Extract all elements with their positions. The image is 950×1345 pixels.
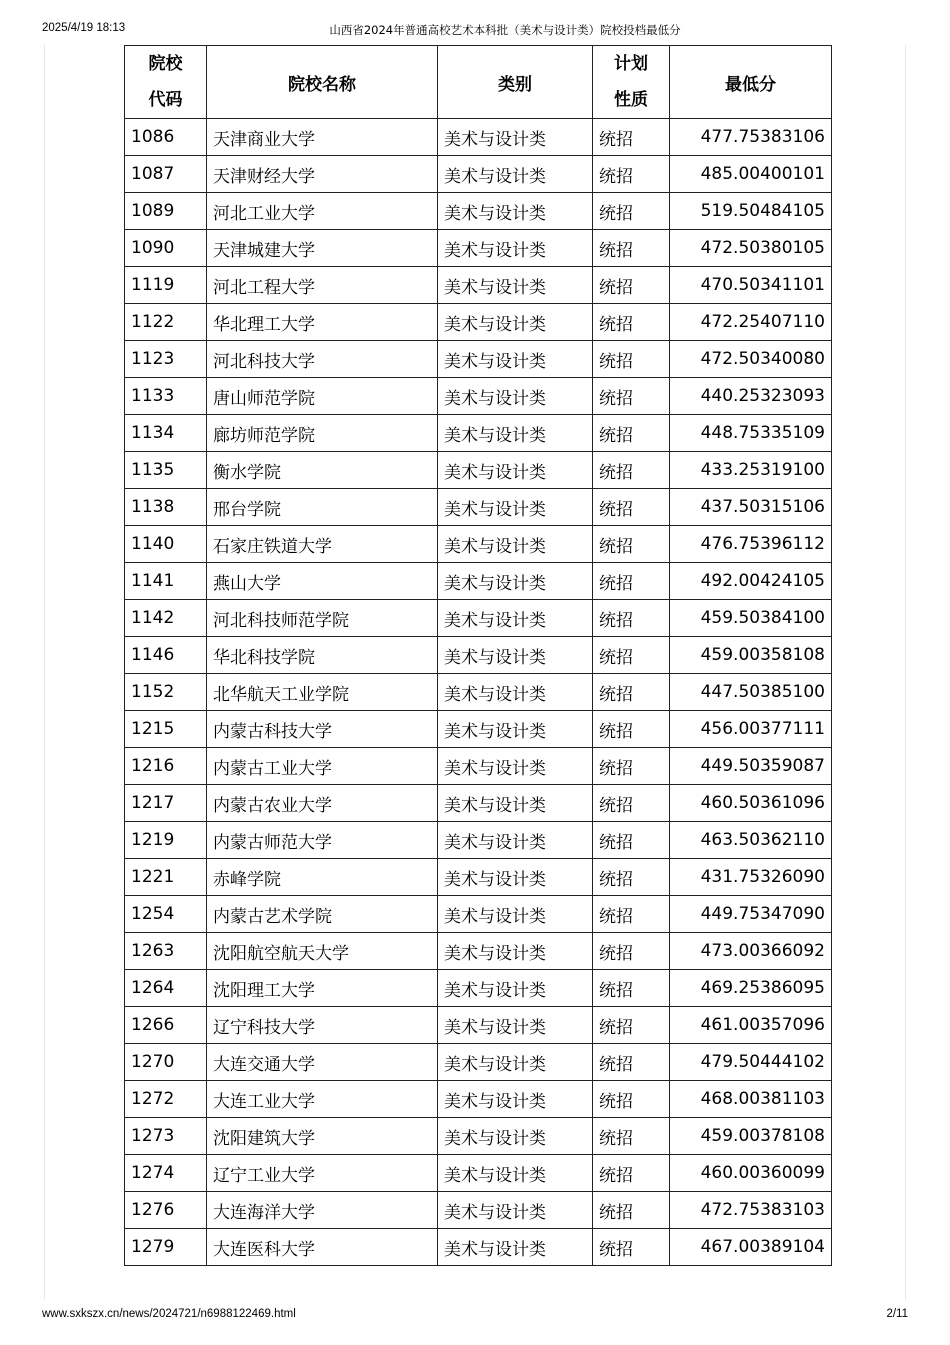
table-row <box>125 1007 832 1044</box>
table-row <box>125 822 832 859</box>
cell-category: 美术与设计类 <box>438 378 593 415</box>
cell-school-name: 天津财经大学 <box>207 156 438 193</box>
table-row <box>125 415 832 452</box>
column-header-code-line1: 院校 <box>148 54 183 74</box>
cell-code: 1123 <box>125 341 207 378</box>
cell-min-score: 449.75347090 <box>670 896 832 933</box>
cell-category: 美术与设计类 <box>438 933 593 970</box>
cell-plan-type: 统招 <box>593 1007 670 1044</box>
cell-code: 1215 <box>125 711 207 748</box>
cell-category: 美术与设计类 <box>438 119 593 156</box>
cell-min-score: 479.50444102 <box>670 1044 832 1081</box>
cell-code: 1216 <box>125 748 207 785</box>
cell-category: 美术与设计类 <box>438 896 593 933</box>
cell-school-name: 内蒙古艺术学院 <box>207 896 438 933</box>
cell-school-name: 衡水学院 <box>207 452 438 489</box>
cell-min-score: 459.50384100 <box>670 600 832 637</box>
cell-min-score: 477.75383106 <box>670 119 832 156</box>
cell-code: 1274 <box>125 1155 207 1192</box>
cell-school-name: 北华航天工业学院 <box>207 674 438 711</box>
cell-code: 1276 <box>125 1192 207 1229</box>
cell-plan-type: 统招 <box>593 230 670 267</box>
cell-min-score: 459.00358108 <box>670 637 832 674</box>
cell-plan-type: 统招 <box>593 489 670 526</box>
cell-plan-type: 统招 <box>593 785 670 822</box>
cell-min-score: 433.25319100 <box>670 452 832 489</box>
column-header-plan-line2: 性质 <box>614 90 648 110</box>
cell-category: 美术与设计类 <box>438 230 593 267</box>
cell-code: 1141 <box>125 563 207 600</box>
cell-category: 美术与设计类 <box>438 452 593 489</box>
cell-category: 美术与设计类 <box>438 267 593 304</box>
cell-school-name: 沈阳航空航天大学 <box>207 933 438 970</box>
cell-plan-type: 统招 <box>593 156 670 193</box>
cell-plan-type: 统招 <box>593 415 670 452</box>
cell-school-name: 赤峰学院 <box>207 859 438 896</box>
cell-school-name: 河北科技大学 <box>207 341 438 378</box>
table-row <box>125 119 832 156</box>
cell-school-name: 华北理工大学 <box>207 304 438 341</box>
cell-min-score: 437.50315106 <box>670 489 832 526</box>
cell-category: 美术与设计类 <box>438 1007 593 1044</box>
cell-code: 1140 <box>125 526 207 563</box>
cell-plan-type: 统招 <box>593 526 670 563</box>
cell-plan-type: 统招 <box>593 1155 670 1192</box>
cell-code: 1138 <box>125 489 207 526</box>
cell-code: 1270 <box>125 1044 207 1081</box>
cell-plan-type: 统招 <box>593 970 670 1007</box>
cell-code: 1221 <box>125 859 207 896</box>
cell-min-score: 470.50341101 <box>670 267 832 304</box>
cell-category: 美术与设计类 <box>438 1192 593 1229</box>
cell-code: 1217 <box>125 785 207 822</box>
cell-min-score: 456.00377111 <box>670 711 832 748</box>
column-header-category: 类别 <box>438 46 593 119</box>
cell-min-score: 472.50340080 <box>670 341 832 378</box>
cell-min-score: 469.25386095 <box>670 970 832 1007</box>
table-row <box>125 1192 832 1229</box>
table-row <box>125 378 832 415</box>
cell-code: 1135 <box>125 452 207 489</box>
cell-code: 1119 <box>125 267 207 304</box>
table-row <box>125 600 832 637</box>
cell-plan-type: 统招 <box>593 267 670 304</box>
table-row <box>125 230 832 267</box>
table-row <box>125 859 832 896</box>
cell-category: 美术与设计类 <box>438 674 593 711</box>
cell-category: 美术与设计类 <box>438 156 593 193</box>
table-row <box>125 896 832 933</box>
cell-code: 1273 <box>125 1118 207 1155</box>
cell-school-name: 辽宁科技大学 <box>207 1007 438 1044</box>
source-url: www.sxkszx.cn/news/2024721/n6988122469.html <box>42 1308 296 1320</box>
table-row <box>125 563 832 600</box>
cell-min-score: 460.00360099 <box>670 1155 832 1192</box>
cell-category: 美术与设计类 <box>438 637 593 674</box>
document-title: 山西省2024年普通高校艺术本科批（美术与设计类）院校投档最低分 <box>329 23 681 37</box>
cell-school-name: 河北工业大学 <box>207 193 438 230</box>
cell-school-name: 沈阳建筑大学 <box>207 1118 438 1155</box>
table-row <box>125 1229 832 1266</box>
cell-min-score: 461.00357096 <box>670 1007 832 1044</box>
cell-category: 美术与设计类 <box>438 711 593 748</box>
cell-plan-type: 统招 <box>593 1081 670 1118</box>
cell-school-name: 河北科技师范学院 <box>207 600 438 637</box>
cell-min-score: 472.75383103 <box>670 1192 832 1229</box>
column-header-plan-line1: 计划 <box>614 54 648 74</box>
cell-min-score: 476.75396112 <box>670 526 832 563</box>
column-header-score: 最低分 <box>670 46 832 119</box>
page-guide-line-right <box>905 45 906 1300</box>
cell-code: 1272 <box>125 1081 207 1118</box>
cell-school-name: 内蒙古科技大学 <box>207 711 438 748</box>
table-row <box>125 193 832 230</box>
cell-plan-type: 统招 <box>593 748 670 785</box>
table-row <box>125 156 832 193</box>
cell-plan-type: 统招 <box>593 637 670 674</box>
table-row <box>125 674 832 711</box>
cell-plan-type: 统招 <box>593 711 670 748</box>
cell-school-name: 唐山师范学院 <box>207 378 438 415</box>
cell-plan-type: 统招 <box>593 933 670 970</box>
cell-school-name: 辽宁工业大学 <box>207 1155 438 1192</box>
cell-category: 美术与设计类 <box>438 748 593 785</box>
table-row <box>125 267 832 304</box>
column-header-code <box>125 46 207 119</box>
cell-school-name: 沈阳理工大学 <box>207 970 438 1007</box>
cell-min-score: 431.75326090 <box>670 859 832 896</box>
cell-plan-type: 统招 <box>593 1192 670 1229</box>
cell-code: 1279 <box>125 1229 207 1266</box>
cell-school-name: 石家庄铁道大学 <box>207 526 438 563</box>
cell-category: 美术与设计类 <box>438 193 593 230</box>
cell-plan-type: 统招 <box>593 563 670 600</box>
cell-min-score: 459.00378108 <box>670 1118 832 1155</box>
cell-school-name: 大连海洋大学 <box>207 1192 438 1229</box>
cell-min-score: 448.75335109 <box>670 415 832 452</box>
cell-code: 1133 <box>125 378 207 415</box>
cell-plan-type: 统招 <box>593 378 670 415</box>
cell-school-name: 廊坊师范学院 <box>207 415 438 452</box>
cell-category: 美术与设计类 <box>438 415 593 452</box>
cell-category: 美术与设计类 <box>438 526 593 563</box>
table-row <box>125 452 832 489</box>
cell-school-name: 内蒙古师范大学 <box>207 822 438 859</box>
cell-school-name: 大连医科大学 <box>207 1229 438 1266</box>
cell-category: 美术与设计类 <box>438 822 593 859</box>
cell-plan-type: 统招 <box>593 1044 670 1081</box>
cell-min-score: 447.50385100 <box>670 674 832 711</box>
cell-plan-type: 统招 <box>593 859 670 896</box>
cell-plan-type: 统招 <box>593 1229 670 1266</box>
cell-category: 美术与设计类 <box>438 304 593 341</box>
table-row <box>125 1044 832 1081</box>
cell-code: 1254 <box>125 896 207 933</box>
admission-score-table <box>124 45 832 1266</box>
table-row <box>125 526 832 563</box>
cell-min-score: 472.25407110 <box>670 304 832 341</box>
page-guide-line-left <box>44 45 45 1300</box>
cell-code: 1152 <box>125 674 207 711</box>
table-row <box>125 637 832 674</box>
cell-plan-type: 统招 <box>593 674 670 711</box>
column-header-name: 院校名称 <box>207 46 438 119</box>
cell-category: 美术与设计类 <box>438 859 593 896</box>
cell-school-name: 华北科技学院 <box>207 637 438 674</box>
cell-category: 美术与设计类 <box>438 1118 593 1155</box>
cell-category: 美术与设计类 <box>438 1229 593 1266</box>
cell-school-name: 大连交通大学 <box>207 1044 438 1081</box>
cell-category: 美术与设计类 <box>438 785 593 822</box>
cell-plan-type: 统招 <box>593 341 670 378</box>
column-header-plan <box>593 46 670 119</box>
table-row <box>125 341 832 378</box>
cell-category: 美术与设计类 <box>438 1081 593 1118</box>
cell-plan-type: 统招 <box>593 896 670 933</box>
table-row <box>125 970 832 1007</box>
cell-min-score: 492.00424105 <box>670 563 832 600</box>
cell-school-name: 大连工业大学 <box>207 1081 438 1118</box>
cell-min-score: 460.50361096 <box>670 785 832 822</box>
cell-category: 美术与设计类 <box>438 1155 593 1192</box>
table-row <box>125 933 832 970</box>
table-row <box>125 304 832 341</box>
table-body <box>125 119 832 1266</box>
cell-school-name: 内蒙古农业大学 <box>207 785 438 822</box>
cell-min-score: 463.50362110 <box>670 822 832 859</box>
cell-code: 1142 <box>125 600 207 637</box>
table-row <box>125 785 832 822</box>
cell-plan-type: 统招 <box>593 822 670 859</box>
cell-min-score: 468.00381103 <box>670 1081 832 1118</box>
cell-min-score: 467.00389104 <box>670 1229 832 1266</box>
cell-category: 美术与设计类 <box>438 970 593 1007</box>
cell-plan-type: 统招 <box>593 304 670 341</box>
cell-school-name: 燕山大学 <box>207 563 438 600</box>
cell-code: 1219 <box>125 822 207 859</box>
cell-code: 1086 <box>125 119 207 156</box>
table-header-row <box>125 46 832 119</box>
table-row <box>125 1118 832 1155</box>
cell-code: 1090 <box>125 230 207 267</box>
cell-category: 美术与设计类 <box>438 341 593 378</box>
column-header-code-line2: 代码 <box>148 90 183 110</box>
cell-min-score: 472.50380105 <box>670 230 832 267</box>
cell-plan-type: 统招 <box>593 600 670 637</box>
cell-min-score: 519.50484105 <box>670 193 832 230</box>
cell-school-name: 内蒙古工业大学 <box>207 748 438 785</box>
cell-code: 1266 <box>125 1007 207 1044</box>
cell-category: 美术与设计类 <box>438 489 593 526</box>
cell-min-score: 473.00366092 <box>670 933 832 970</box>
table-row <box>125 1155 832 1192</box>
cell-category: 美术与设计类 <box>438 563 593 600</box>
table-row <box>125 748 832 785</box>
cell-school-name: 邢台学院 <box>207 489 438 526</box>
print-timestamp: 2025/4/19 18:13 <box>42 22 126 34</box>
cell-code: 1122 <box>125 304 207 341</box>
cell-min-score: 449.50359087 <box>670 748 832 785</box>
cell-min-score: 485.00400101 <box>670 156 832 193</box>
cell-code: 1146 <box>125 637 207 674</box>
cell-min-score: 440.25323093 <box>670 378 832 415</box>
cell-category: 美术与设计类 <box>438 600 593 637</box>
table-row <box>125 711 832 748</box>
cell-school-name: 天津商业大学 <box>207 119 438 156</box>
cell-code: 1087 <box>125 156 207 193</box>
cell-code: 1134 <box>125 415 207 452</box>
table-row <box>125 489 832 526</box>
cell-plan-type: 统招 <box>593 1118 670 1155</box>
cell-plan-type: 统招 <box>593 452 670 489</box>
page-number: 2/11 <box>886 1308 908 1320</box>
cell-code: 1089 <box>125 193 207 230</box>
cell-category: 美术与设计类 <box>438 1044 593 1081</box>
cell-code: 1263 <box>125 933 207 970</box>
cell-plan-type: 统招 <box>593 119 670 156</box>
cell-school-name: 天津城建大学 <box>207 230 438 267</box>
table-row <box>125 1081 832 1118</box>
cell-school-name: 河北工程大学 <box>207 267 438 304</box>
cell-code: 1264 <box>125 970 207 1007</box>
cell-plan-type: 统招 <box>593 193 670 230</box>
